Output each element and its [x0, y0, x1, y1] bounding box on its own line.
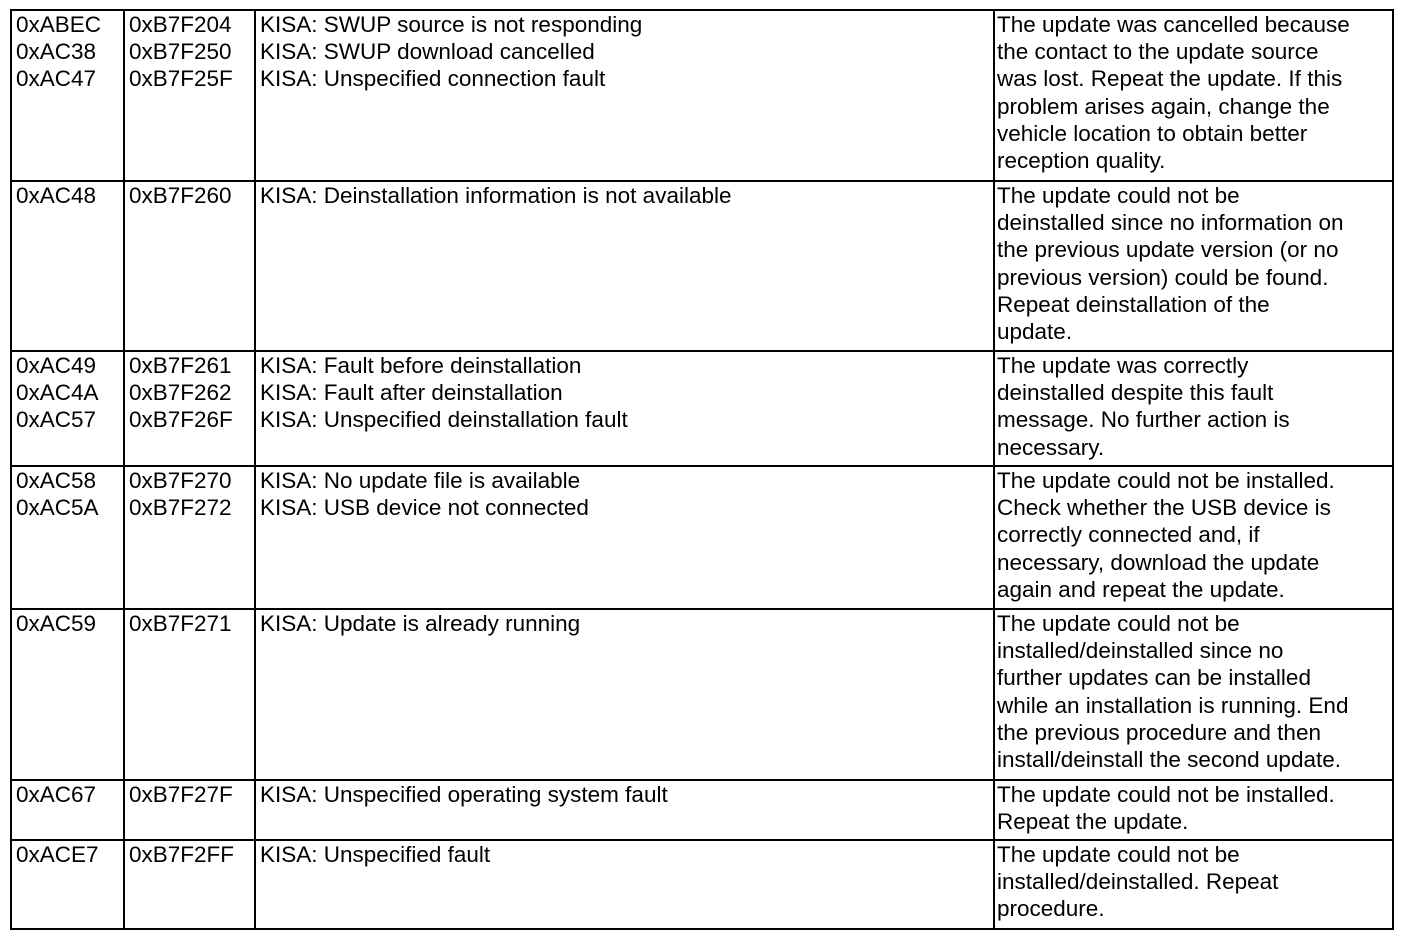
fault-code: 0xAC57 — [16, 407, 97, 433]
fault-text: KISA: Update is already running — [260, 611, 581, 636]
remedy-line: necessary, download the update — [997, 549, 1320, 575]
dtc-code: 0xB7F261 — [129, 353, 232, 378]
fault-code: 0xABEC — [16, 12, 102, 37]
remedy-line: deinstalled since no information on — [997, 210, 1344, 236]
table-row — [11, 840, 1393, 929]
fault-text: KISA: USB device not connected — [260, 495, 589, 521]
remedy-cell — [994, 10, 1393, 181]
fault-text-cell — [255, 351, 994, 466]
remedy-line: message. No further action is — [997, 407, 1290, 433]
remedy-cell — [994, 181, 1393, 351]
dtc-code: 0xB7F272 — [129, 495, 232, 521]
table-row — [11, 10, 1393, 181]
fault-text-cell — [255, 181, 994, 351]
remedy-line: The update was correctly — [997, 353, 1249, 378]
fault-text: KISA: Unspecified operating system fault — [260, 782, 668, 807]
fault-text-cell — [255, 840, 994, 929]
remedy-line: The update could not be installed. — [997, 782, 1335, 807]
fault-code-cell — [11, 780, 124, 840]
remedy-line: deinstalled despite this fault — [997, 380, 1274, 406]
remedy-line: previous version) could be found. — [997, 264, 1329, 290]
fault-code: 0xAC58 — [16, 468, 97, 493]
remedy-line: the previous update version (or no — [997, 237, 1339, 263]
fault-code: 0xAC59 — [16, 611, 97, 636]
fault-text-cell — [255, 609, 994, 780]
fault-code-cell — [11, 840, 124, 929]
fault-text: KISA: Fault after deinstallation — [260, 380, 563, 406]
remedy-line: installed/deinstalled. Repeat — [997, 869, 1279, 895]
remedy-line: further updates can be installed — [997, 665, 1311, 691]
remedy-line: reception quality. — [997, 148, 1166, 174]
dtc-code-cell — [124, 351, 255, 466]
dtc-code-cell — [124, 10, 255, 181]
dtc-code: 0xB7F250 — [129, 39, 232, 65]
fault-text: KISA: Unspecified deinstallation fault — [260, 407, 628, 433]
dtc-code: 0xB7F271 — [129, 611, 232, 636]
remedy-line: necessary. — [997, 434, 1105, 460]
fault-code: 0xAC4A — [16, 380, 99, 406]
table-row — [11, 351, 1393, 466]
fault-text: KISA: Unspecified fault — [260, 842, 491, 867]
fault-text: KISA: Unspecified connection fault — [260, 66, 606, 92]
remedy-cell — [994, 466, 1393, 609]
table-row — [11, 609, 1393, 780]
fault-code-cell — [11, 10, 124, 181]
dtc-code-cell — [124, 780, 255, 840]
dtc-code-cell — [124, 181, 255, 351]
fault-text: KISA: Fault before deinstallation — [260, 353, 582, 378]
remedy-line: The update could not be installed. — [997, 468, 1335, 493]
dtc-code-cell — [124, 840, 255, 929]
dtc-code: 0xB7F27F — [129, 782, 233, 807]
fault-code-cell — [11, 609, 124, 780]
dtc-code: 0xB7F262 — [129, 380, 232, 406]
dtc-code: 0xB7F204 — [129, 12, 232, 37]
dtc-code: 0xB7F270 — [129, 468, 232, 493]
dtc-code-cell — [124, 466, 255, 609]
remedy-cell — [994, 840, 1393, 929]
remedy-line: update. — [997, 319, 1073, 345]
fault-code: 0xAC47 — [16, 66, 97, 92]
remedy-line: while an installation is running. End — [997, 692, 1349, 718]
remedy-line: the previous procedure and then — [997, 719, 1321, 745]
remedy-line: Check whether the USB device is — [997, 495, 1331, 521]
remedy-line: The update could not be — [997, 611, 1240, 636]
fault-code: 0xAC38 — [16, 39, 97, 65]
fault-code-cell — [11, 181, 124, 351]
remedy-cell — [994, 780, 1393, 840]
fault-text: KISA: Deinstallation information is not available — [260, 183, 732, 208]
remedy-line: the contact to the update source — [997, 39, 1319, 65]
remedy-cell — [994, 351, 1393, 466]
remedy-line: install/deinstall the second update. — [997, 747, 1341, 773]
dtc-code-cell — [124, 609, 255, 780]
fault-text: KISA: SWUP download cancelled — [260, 39, 595, 65]
fault-text-cell — [255, 780, 994, 840]
remedy-line: problem arises again, change the — [997, 93, 1330, 119]
fault-code: 0xAC5A — [16, 495, 99, 521]
remedy-line: again and repeat the update. — [997, 576, 1285, 602]
fault-code: 0xACE7 — [16, 842, 99, 867]
fault-text-cell — [255, 10, 994, 181]
remedy-line: procedure. — [997, 896, 1105, 922]
remedy-line: The update was cancelled because — [997, 12, 1350, 37]
remedy-line: Repeat the update. — [997, 809, 1189, 835]
fault-code: 0xAC49 — [16, 353, 97, 378]
fault-code-cell — [11, 351, 124, 466]
remedy-line: Repeat deinstallation of the — [997, 291, 1270, 317]
fault-code: 0xAC67 — [16, 782, 97, 807]
remedy-line: The update could not be — [997, 183, 1240, 208]
remedy-line: correctly connected and, if — [997, 522, 1260, 548]
fault-text: KISA: SWUP source is not responding — [260, 12, 643, 37]
dtc-code: 0xB7F26F — [129, 407, 233, 433]
remedy-line: was lost. Repeat the update. If this — [997, 66, 1343, 92]
fault-text: KISA: No update file is available — [260, 468, 581, 493]
fault-code: 0xAC48 — [16, 183, 97, 208]
dtc-code: 0xB7F2FF — [129, 842, 235, 867]
remedy-line: vehicle location to obtain better — [997, 120, 1308, 146]
remedy-line: installed/deinstalled since no — [997, 638, 1284, 664]
table-row — [11, 780, 1393, 840]
fault-code-table-body — [11, 10, 1393, 929]
remedy-line: The update could not be — [997, 842, 1240, 867]
fault-code-cell — [11, 466, 124, 609]
dtc-code: 0xB7F25F — [129, 66, 233, 92]
dtc-code: 0xB7F260 — [129, 183, 232, 208]
remedy-cell — [994, 609, 1393, 780]
fault-code-table — [10, 9, 1394, 930]
fault-text-cell — [255, 466, 994, 609]
table-row — [11, 466, 1393, 609]
table-row — [11, 181, 1393, 351]
